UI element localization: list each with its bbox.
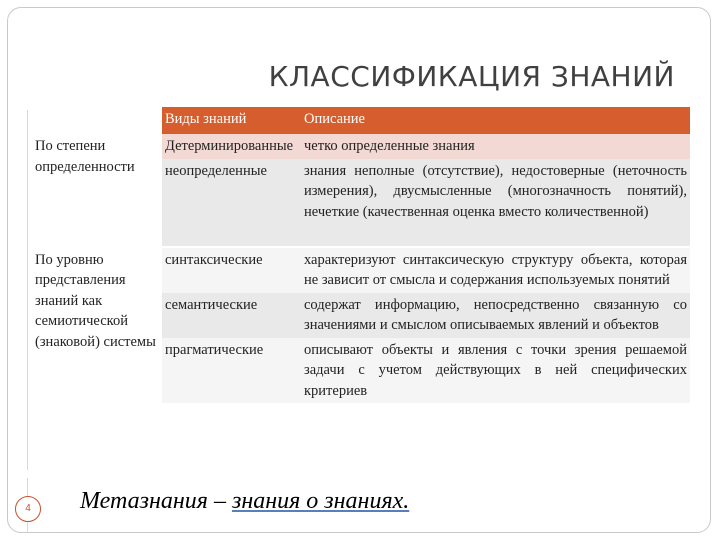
description-cell: знания неполные (отсутствие), недостоверные (неточность измерения), двусмысленные (многозначность понятий), нечеткие (качественная оценка вместо количественной) <box>301 159 690 247</box>
header-description: Описание <box>301 107 690 134</box>
kind-cell: синтаксические <box>162 247 301 293</box>
footer-lead: Метазнания – <box>80 488 232 514</box>
header-row <box>32 107 690 134</box>
description-cell: содержат информацию, непосредственно связанную со значениями и смыслом описываемых явлений и объектов <box>301 293 690 338</box>
table-row <box>32 134 690 159</box>
left-rule <box>27 110 28 470</box>
header-kinds: Виды знаний <box>162 107 301 134</box>
category-cell: По уровню представления знаний как семиотической (знаковой) системы <box>32 247 162 404</box>
category-cell: По степени определенности <box>32 134 162 247</box>
table-row <box>32 247 690 293</box>
header-blank <box>32 107 162 134</box>
description-cell: четко определенные знания <box>301 134 690 159</box>
description-cell: характеризуют синтаксическую структуру объекта, которая не зависит от смысла и содержания используемых понятий <box>301 247 690 293</box>
page-number: 4 <box>15 496 41 522</box>
footer-note <box>80 488 409 515</box>
kind-cell: прагматические <box>162 338 301 404</box>
knowledge-table <box>32 107 690 403</box>
kind-cell: семантические <box>162 293 301 338</box>
slide-title: КЛАССИФИКАЦИЯ ЗНАНИЙ <box>268 60 675 93</box>
kind-cell: Детерминированные <box>162 134 301 159</box>
kind-cell: неопределенные <box>162 159 301 247</box>
footer-tail: знания о знаниях. <box>231 488 410 514</box>
description-cell: описывают объекты и явления с точки зрения решаемой задачи с учетом действующих в ней специфических критериев <box>301 338 690 404</box>
